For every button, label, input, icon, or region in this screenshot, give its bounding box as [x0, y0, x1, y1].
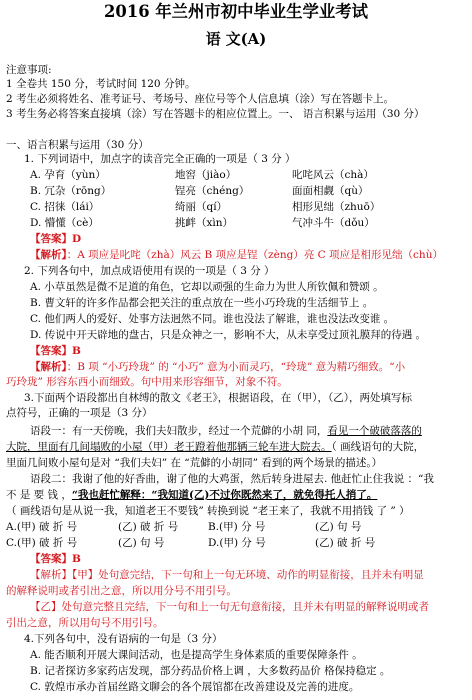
answer-label: 【答案】 [30, 553, 72, 565]
answer-value: B [72, 553, 81, 565]
option-cell: D. 懵懂（cè） [30, 217, 99, 229]
analysis-line [30, 248, 443, 262]
notes-item: 3 考生务必将答案直接填（涂）写在答题卡的相应位置上。一、 语言积累与运用（30 分） [6, 108, 425, 120]
option-line: A. 小草虽然是微不足道的角色，它却以顽强的生命力为世人所钦佩和赞颂 。 [30, 281, 384, 293]
option-cell: D.(甲) 分 号 [208, 537, 266, 549]
answer-line [30, 552, 81, 566]
answer-line [30, 344, 81, 358]
option-line: C. 他们两人的爱好、处事方法迥然不同。谁也没法了解谁，谁也没法改变谁 。 [30, 313, 395, 325]
analysis-line: 【乙】处句意完整且完结，下一句和上一句无句意衔接，且并未有明显的解释说明或者 [30, 601, 429, 613]
underlined-text: 看见一个破破落落的 [327, 425, 422, 437]
answer-label: 【答案】 [30, 233, 72, 245]
option-cell: (乙) 破 折 号 [118, 521, 179, 533]
exam-subject: 语 文(A) [205, 30, 267, 48]
option-cell: (乙) 破 折 号 [315, 537, 376, 549]
option-cell: B.(甲) 分 号 [208, 521, 266, 533]
analysis-line: 巧玲珑” 形容东西小而细致。句中用来形容细节，对象不符。 [6, 376, 288, 388]
analysis-label: 【解析】 [30, 249, 67, 261]
option-cell: C. 招徕（lái） [30, 201, 100, 213]
analysis-text: ：A 项应是叱咤（zhà）风云 B 项应是锃（zèng）亮 C 项应是相形见绌（chù） [66, 249, 443, 261]
option-cell: (乙) 句 号 [315, 521, 362, 533]
option-line: B. 曹文轩的许多作品都会把关注的重点放在一些小巧玲珑的生活细节上 。 [30, 297, 374, 309]
question-stem: 点符号，正确的一项是（3 分） [6, 407, 153, 419]
answer-line [30, 232, 81, 246]
option-cell: 地窖（jiào） [175, 169, 237, 181]
passage-text: 不 是 要 钱 ， [6, 489, 72, 501]
passage-line [6, 440, 424, 454]
question-stem: 4.下列各句中，没有语病的一句是（3 分） [24, 633, 223, 645]
option-cell: 面面相觑（qù） [292, 185, 369, 197]
option-line: D. 传说中开天辟地的盘古，只是众神之一，影响不大，从未享受过顶礼膜拜的待遇 。 [30, 329, 427, 341]
passage-line: 里面几间败小屋句是对 “我们夫妇” 在 “荒僻的小胡同” 看到的两个场景的描述。） [6, 457, 383, 469]
section-heading: 一、语言积累与运用（30 分） [6, 139, 149, 151]
option-cell: 锃亮（chéng） [175, 185, 250, 197]
option-cell: A. 孕育（yùn） [30, 169, 106, 181]
passage-line [30, 424, 422, 438]
underlined-text: 大院，里面有几间塌败的小屋（甲）老王蹬着他那辆三轮车进大院去。 [6, 441, 332, 453]
answer-value: B [72, 345, 81, 357]
passage-line: 语段二：我谢了他的好香曲，谢了他的大鸡蛋，然后转身进屋去. 他赶忙止住我说 ：“我 [30, 473, 434, 485]
notes-heading: 注意事项: [6, 64, 52, 76]
option-cell: B. 冗杂（rōng） [30, 185, 112, 197]
notes-item: 1 全卷共 150 分，考试时间 120 分钟。 [6, 78, 196, 90]
passage-line: （ 画线语句是从说一我，知道老王不要钱” 转换到说 “老王来了，我就不用捎钱 了 ” ） [6, 505, 410, 517]
analysis-line: 【解析】【甲】处句意完结，下一句和上一句无环境、动作的明显衔接，且并未有明显 [30, 569, 424, 581]
analysis-line: 引出之意，所以用句号不用引号。 [6, 617, 164, 629]
analysis-line [30, 360, 405, 374]
option-line: B. 记者探访多家药店发现，部分药品价格上调 ，大多数药品价 格保持稳定 。 [30, 665, 391, 677]
passage-text: 语段一：有一天傍晚，我们夫妇散步，经过一个荒僻的小胡 同， [30, 425, 328, 437]
question-stem: 1. 下列词语中，加点字的读音完全正确的一项是（ 3 分 ） [24, 153, 296, 165]
passage-line [6, 488, 377, 502]
analysis-line: 的解释说明或者引出之意，所以用分号不用引号。 [6, 585, 237, 597]
option-cell: 相形见绌（zhuō） [292, 201, 381, 213]
option-cell: 绮丽（qí） [175, 201, 228, 213]
question-stem: 2. 下列各句中，加点成语使用有误的一项是（ 3 分 ） [24, 265, 275, 277]
underlined-text: “我也赶忙解释：“我知道(乙)不过你既然来了，就免得托人捎了。 [71, 489, 378, 501]
option-line: C. 敦煌市承办首届丝路文聊会的各个展馆都在改善建设及完善的进度。 [30, 681, 360, 693]
notes-item: 2 考生必须将姓名、准考证号、考场号、座位号等个人信息填（涂）写在答题卡上。 [6, 93, 395, 105]
option-cell: (乙) 句 号 [118, 537, 165, 549]
passage-text: （ 画线语句的大院， [331, 441, 425, 453]
answer-label: 【答案】 [30, 345, 72, 357]
analysis-label: 【解析】 [30, 361, 67, 373]
option-cell: 挑衅（xìn） [175, 217, 234, 229]
exam-title: 2016 年兰州市初中毕业生学业考试 [104, 2, 368, 21]
answer-value: D [72, 233, 82, 245]
option-cell: 叱咤风云（chà） [292, 169, 374, 181]
question-stem: 3.下面两个语段都出自林缚的散文《老王》，根据语段，在（甲），（乙），两处填写标 [24, 392, 413, 404]
option-line: A. 能否顺利开展大课间活动，也是提高学生身体素质的重要保障条件 。 [30, 649, 363, 661]
option-cell: 气冲斗牛（dǒu） [292, 217, 375, 229]
option-cell: C.(甲) 破 折 号 [6, 537, 78, 549]
option-cell: A.(甲) 破 折 号 [6, 521, 78, 533]
analysis-text: ：B 项 “小巧玲珑” 的 “小巧” 意为小而灵巧，“玲珑” 意为精巧细致。“小 [66, 361, 406, 373]
